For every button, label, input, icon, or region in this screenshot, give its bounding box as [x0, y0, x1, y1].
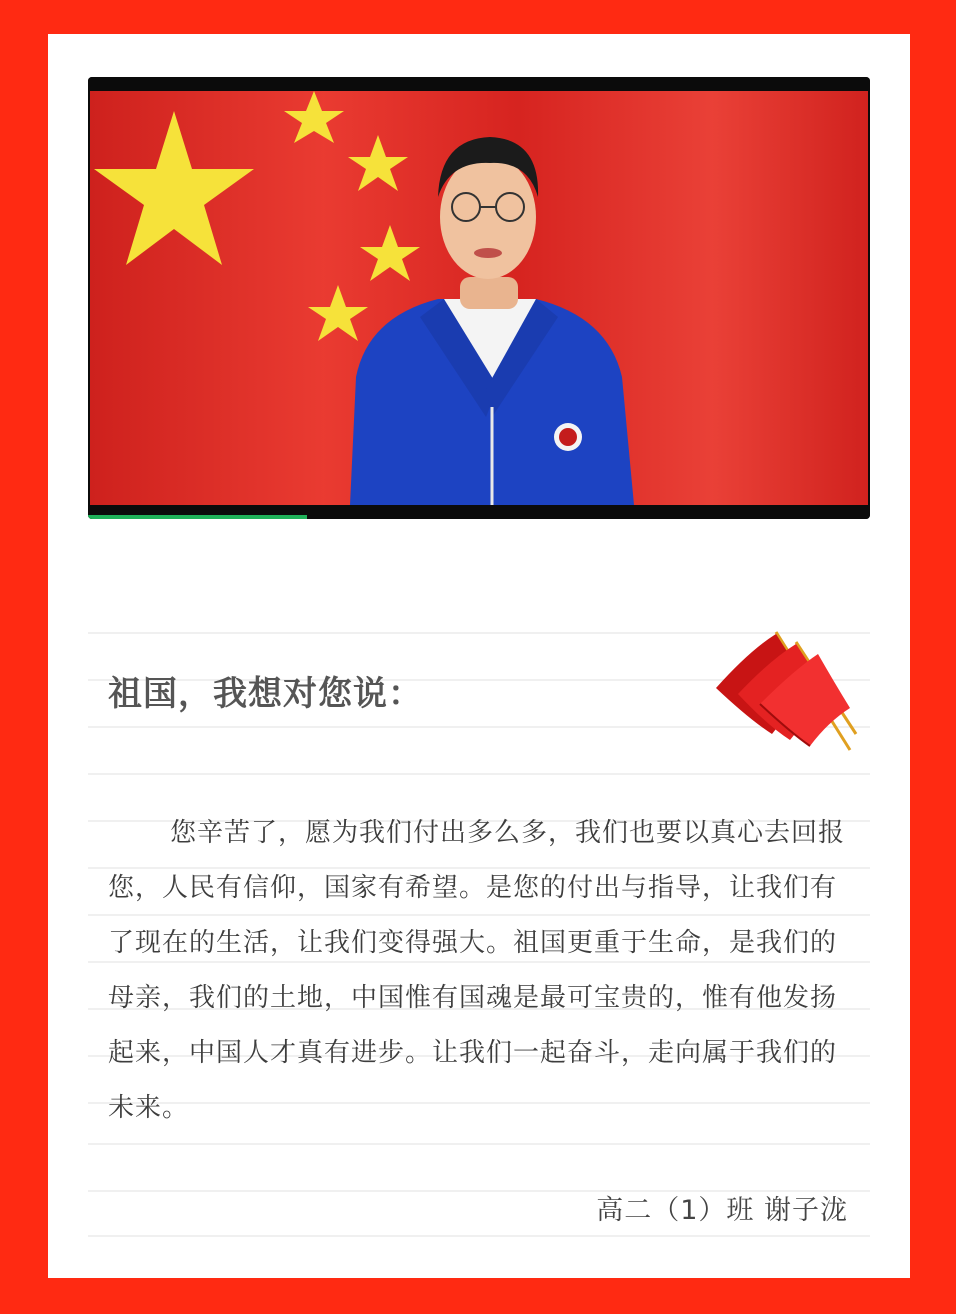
divider	[88, 1143, 870, 1145]
video-player[interactable]	[88, 77, 870, 519]
poster-card	[48, 34, 910, 1278]
video-frame	[88, 77, 870, 519]
divider	[88, 773, 870, 775]
video-progress-bar[interactable]	[88, 515, 307, 519]
divider	[88, 1235, 870, 1237]
message-body: 您辛苦了，愿为我们付出多么多，我们也要以真心去回报您，人民有信仰，国家有希望。是您的付出与指导，让我们有了现在的生活，让我们变得强大。祖国更重于生命，是我们的母亲，我们的土地，中国惟有国魂是最可宝贵的，惟有他发扬起来，中国人才真有进步。让我们一起奋斗，走向属于我们的未来。	[108, 818, 846, 1123]
page-title: 祖国，我想对您说：	[108, 674, 423, 714]
signature: 高二（1）班 谢子泷	[596, 1195, 848, 1226]
flag-icon	[710, 630, 860, 756]
